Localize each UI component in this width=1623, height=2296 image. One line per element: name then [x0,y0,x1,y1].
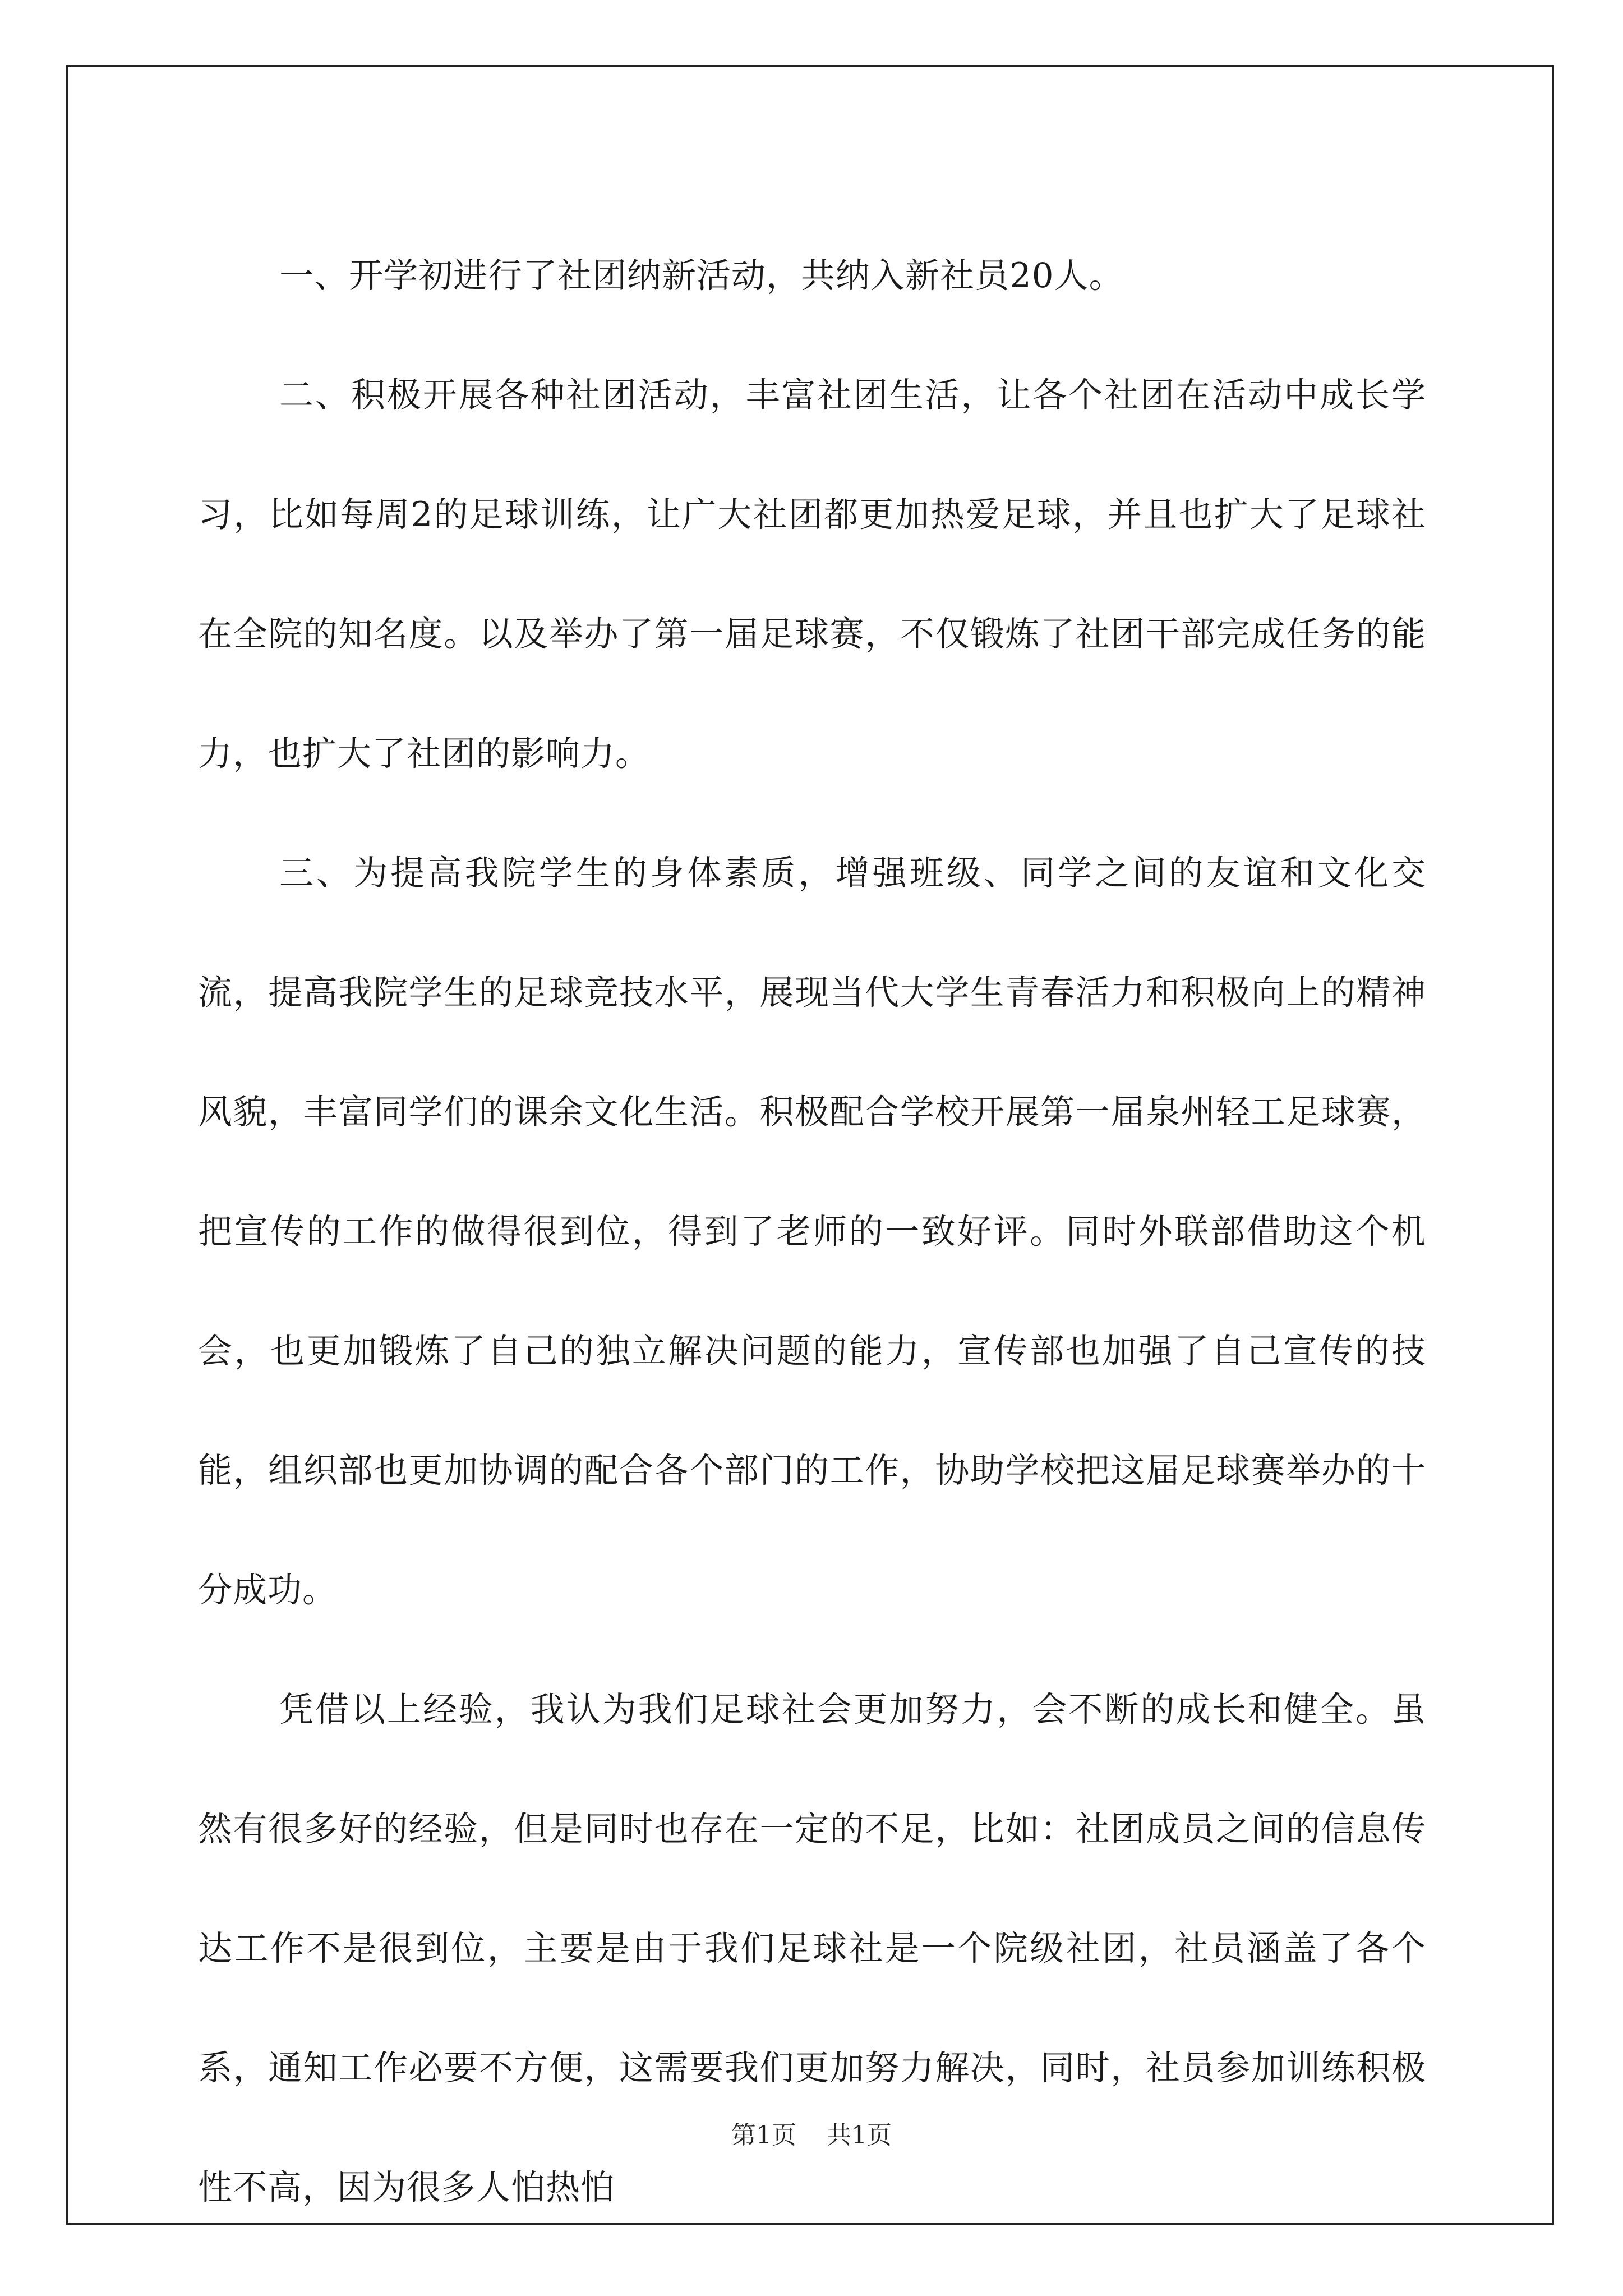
paragraph-3: 三、为提高我院学生的身体素质，增强班级、同学之间的友谊和文化交流，提高我院学生的足球竞技水平，展现当代大学生青春活力和积极向上的精神风貌，丰富同学们的课余文化生活。积极配合学校开展第一届泉州轻工足球赛，把宣传的工作的做得很到位，得到了老师的一致好评。同时外联部借助这个机会，也更加锻炼了自己的独立解决问题的能力，宣传部也加强了自己宣传的技能，组织部也更加协调的配合各个部门的工作，协助学校把这届足球赛举办的十分成功。 [198,853,1426,1610]
page-number-current: 第1页 [731,2121,796,2150]
paragraph-1: 一、开学初进行了社团纳新活动，共纳入新社员20人。 [279,256,1124,296]
paragraph-2: 二、积极开展各种社团活动，丰富社团生活，让各个社团在活动中成长学习，比如每周2的足球训练，让广大社团都更加热爱足球，并且也扩大了足球社在全院的知名度。以及举办了第一届足球赛，不仅锻炼了社团干部完成任务的能力，也扩大了社团的影响力。 [198,375,1426,774]
page-footer [0,2115,1623,2151]
paragraph-4: 凭借以上经验，我认为我们足球社会更加努力，会不断的成长和健全。虽然有很多好的经验，但是同时也存在一定的不足，比如：社团成员之间的信息传达工作不是很到位，主要是由于我们足球社是一个院级社团，社员涵盖了各个系，通知工作必要不方便，这需要我们更加努力解决，同时，社员参加训练积极性不高，因为很多人怕热怕 [198,1690,1426,2207]
page-number-total: 共1页 [827,2121,892,2150]
document-body [198,216,1426,2247]
